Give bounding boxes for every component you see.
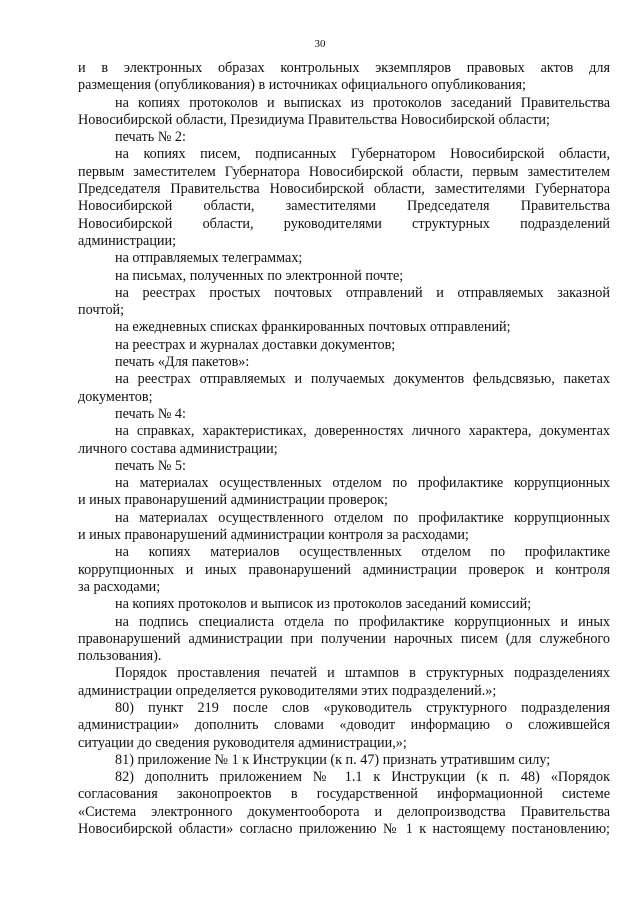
text-line: пользования).: [78, 648, 162, 665]
text-line: Новосибирской области» согласно приложению № 1 к настоящему постановлению;: [78, 821, 610, 838]
text-line: правонарушений администрации при получении нарочных писем (для служебного: [78, 630, 610, 647]
text-line: печать № 2:: [115, 129, 186, 146]
text-line: на подпись специалиста отдела по профилактике коррупционных и иных: [115, 613, 610, 630]
text-line: на копиях писем, подписанных Губернатором Новосибирской области,: [115, 146, 610, 163]
text-line: на копиях материалов осуществленных отделом по профилактике: [115, 544, 610, 561]
text-line: печать № 4:: [115, 405, 186, 422]
text-line: Новосибирской области, руководителями структурных подразделений: [78, 215, 610, 232]
text-line: и в электронных образах контрольных экземпляров правовых актов для: [78, 60, 610, 76]
text-line: на справках, характеристиках, доверенностях личного характера, документах: [115, 423, 610, 440]
text-line: ситуации до сведения руководителя администрации,»;: [78, 734, 407, 751]
text-line: документов;: [78, 388, 153, 405]
text-line: личного состава администрации;: [78, 440, 278, 457]
text-line: на материалах осуществленного отделом по профилактике коррупционных: [115, 509, 610, 526]
text-line: печать «Для пакетов»:: [115, 354, 250, 371]
text-line: и иных правонарушений администрации проверок;: [78, 492, 388, 509]
text-line: почтой;: [78, 302, 125, 319]
text-line: печать № 5:: [115, 457, 186, 474]
document-body: [78, 60, 610, 838]
text-line: на реестрах и журналах доставки документов;: [115, 336, 396, 353]
text-line: первым заместителем Губернатора Новосибирской области, первым заместителем: [78, 163, 610, 180]
text-line: на ежедневных списках франкированных почтовых отправлений;: [115, 319, 511, 336]
text-line: Председателя Правительства Новосибирской области, заместителями Губернатора: [78, 181, 610, 198]
text-line: администрации» дополнить словами «доводит информацию о сложившейся: [78, 717, 610, 734]
text-line: администрации определяется руководителями этих подразделений.»;: [78, 682, 497, 699]
page-number: 30: [314, 38, 326, 50]
text-line: на материалах осуществленных отделом по профилактике коррупционных: [115, 475, 610, 492]
text-line: согласования законопроектов в государственной информационной системе: [78, 786, 610, 803]
text-line: на копиях протоколов и выписок из протоколов заседаний комиссий;: [115, 596, 532, 613]
text-line: «Система электронного документооборота и делопроизводства Правительства: [78, 803, 610, 820]
text-line: на реестрах простых почтовых отправлений и отправляемых заказной: [115, 284, 610, 301]
text-line: и иных правонарушений администрации контроля за расходами;: [78, 527, 469, 544]
text-line: Порядок проставления печатей и штампов в структурных подразделениях: [115, 665, 610, 682]
text-line: на копиях протоколов и выписках из протоколов заседаний Правительства: [115, 94, 610, 111]
text-line: размещения (опубликования) в источниках официального опубликования;: [78, 77, 526, 94]
text-line: 80) пункт 219 после слов «руководитель структурного подразделения: [115, 699, 610, 716]
text-line: на отправляемых телеграммах;: [115, 250, 303, 267]
text-line: 81) приложение № 1 к Инструкции (к п. 47) признать утратившим силу;: [115, 751, 551, 768]
text-line: Новосибирской области, заместителями Председателя Правительства: [78, 198, 610, 215]
text-line: администрации;: [78, 232, 177, 249]
text-line: Новосибирской области, Президиума Правительства Новосибирской области;: [78, 111, 550, 128]
text-line: 82) дополнить приложением № 1.1 к Инструкции (к п. 48) «Порядок: [115, 769, 610, 786]
text-line: коррупционных и иных правонарушений администрации проверок и контроля: [78, 561, 610, 578]
text-line: на письмах, полученных по электронной почте;: [115, 267, 404, 284]
text-line: за расходами;: [78, 578, 161, 595]
text-line: на реестрах отправляемых и получаемых документов фельдсвязью, пакетах: [115, 371, 610, 388]
